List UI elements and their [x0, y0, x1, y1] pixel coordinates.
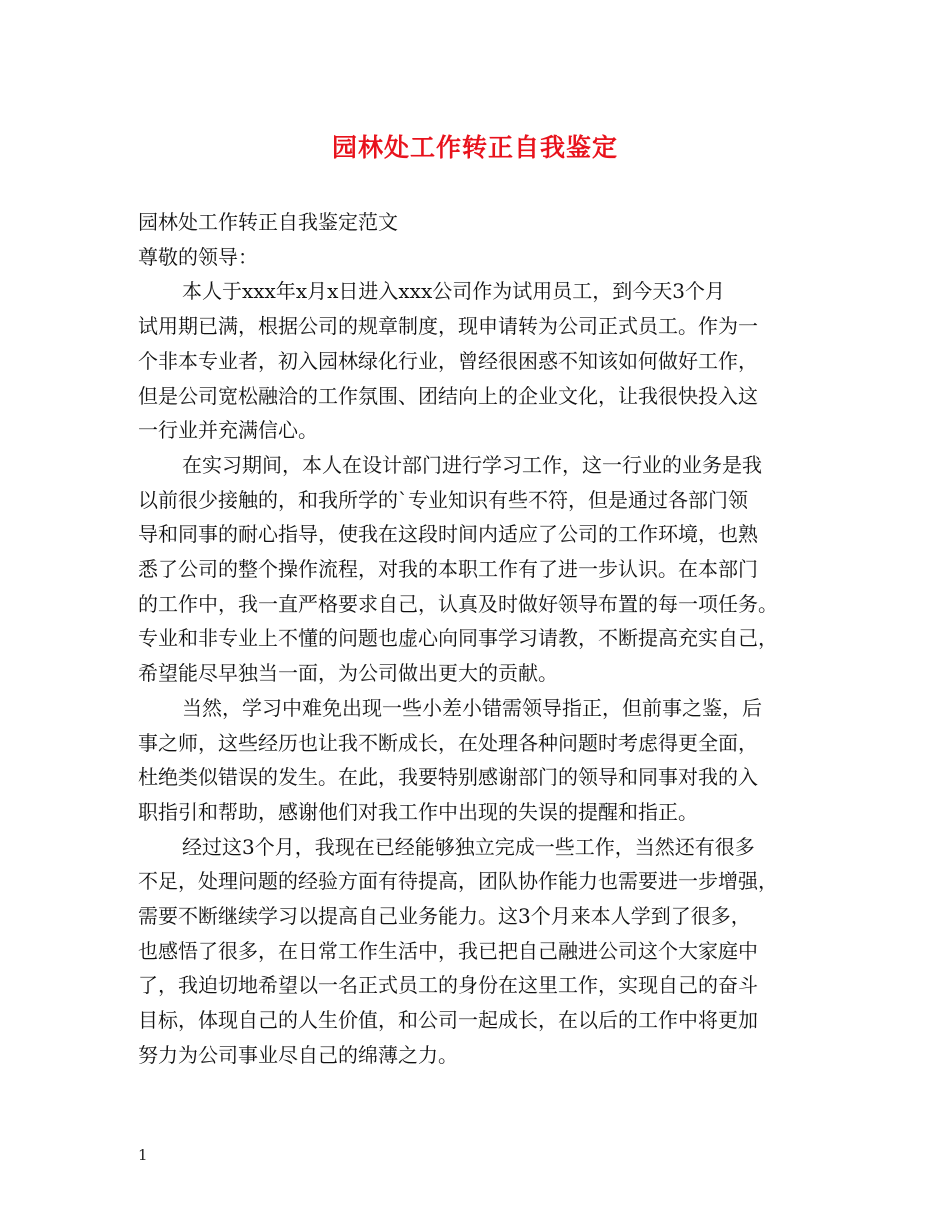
paragraph-line: 的工作中，我一直严格要求自己，认真及时做好领导布置的每一项任务。	[138, 591, 778, 616]
paragraph-2	[138, 448, 828, 691]
paragraph-line: 当然，学习中难免出现一些小差小错需领导指正，但前事之鉴，后	[182, 695, 762, 720]
paragraph-line: 试用期已满，根据公司的规章制度，现申请转为公司正式员工。作为一	[138, 314, 758, 339]
paragraph-line: 希望能尽早独当一面，为公司做出更大的贡献。	[138, 661, 558, 686]
paragraph-line: 以前很少接触的，和我所学的`专业知识有些不符，但是通过各部门领	[138, 487, 748, 512]
paragraph-line: 悉了公司的整个操作流程，对我的本职工作有了进一步认识。在本部门	[138, 557, 758, 582]
paragraph-line: 职指引和帮助，感谢他们对我工作中出现的失误的提醒和指正。	[138, 799, 698, 824]
paragraph-line: 不足，处理问题的经验方面有待提高，团队协作能力也需要进一步增强，	[138, 869, 778, 894]
paragraph-line: 在实习期间，本人在设计部门进行学习工作，这一行业的业务是我	[182, 452, 762, 477]
paragraph-line: 需要不断继续学习以提高自己业务能力。这3个月来本人学到了很多，	[138, 904, 751, 929]
paragraph-3	[138, 691, 828, 830]
paragraph-line: 但是公司宽松融洽的工作氛围、团结向上的企业文化，让我很快投入这	[138, 383, 758, 408]
paragraph-line: 事之师，这些经历也让我不断成长，在处理各种问题时考虑得更全面，	[138, 730, 758, 755]
page-number: 1	[138, 1146, 148, 1164]
paragraph-4	[138, 830, 828, 1073]
document-subtitle: 园林处工作转正自我鉴定范文	[138, 210, 398, 234]
paragraph-line: 导和同事的耐心指导，使我在这段时间内适应了公司的工作环境，也熟	[138, 522, 758, 547]
paragraph-line: 专业和非专业上不懂的问题也虚心向同事学习请教，不断提高充实自己，	[138, 626, 778, 651]
paragraph-line: 个非本专业者，初入园林绿化行业，曾经很困惑不知该如何做好工作，	[138, 348, 758, 373]
document-title: 园林处工作转正自我鉴定	[331, 133, 618, 162]
paragraph-1	[138, 274, 828, 448]
paragraph-line: 目标，体现自己的人生价值，和公司一起成长，在以后的工作中将更加	[138, 1008, 758, 1033]
paragraph-line: 也感悟了很多，在日常工作生活中，我已把自己融进公司这个大家庭中	[138, 938, 758, 963]
salutation: 尊敬的领导：	[138, 244, 258, 269]
paragraph-line: 本人于xxx年x月x日进入xxx公司作为试用员工，到今天3个月	[182, 279, 725, 304]
paragraph-line: 了，我迫切地希望以一名正式员工的身份在这里工作，实现自己的奋斗	[138, 973, 758, 998]
document-body	[138, 205, 828, 1073]
paragraph-line: 经过这3个月，我现在已经能够独立完成一些工作，当然还有很多	[182, 834, 755, 859]
paragraph-line: 努力为公司事业尽自己的绵薄之力。	[138, 1042, 458, 1067]
paragraph-line: 一行业并充满信心。	[138, 418, 318, 443]
paragraph-line: 杜绝类似错误的发生。在此，我要特别感谢部门的领导和同事对我的入	[138, 765, 758, 790]
